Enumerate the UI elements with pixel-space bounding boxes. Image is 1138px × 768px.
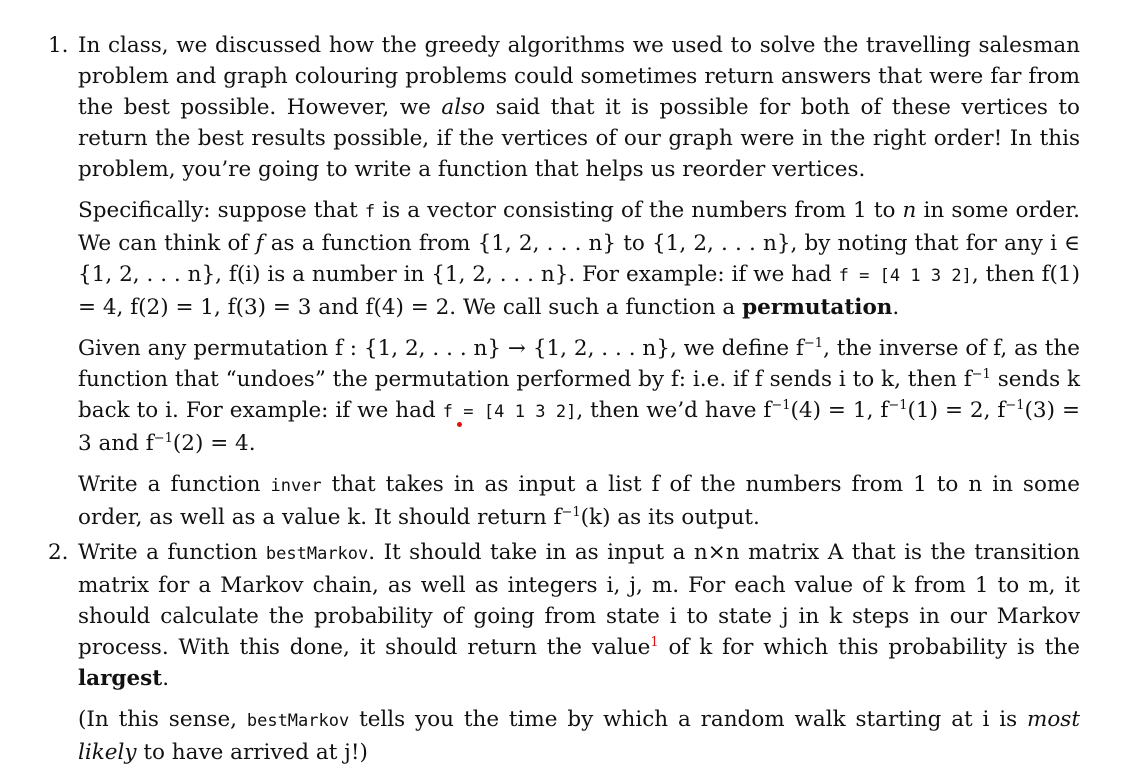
problem-2 xyxy=(48,537,1080,768)
emphasis-most-likely: most likely xyxy=(78,707,1080,765)
code-bestmarkov: bestMarkov xyxy=(265,544,369,564)
bold-permutation: permutation xyxy=(742,295,893,320)
problem-2-body xyxy=(78,537,1080,768)
problem-1 xyxy=(48,30,1080,533)
code-inver: inver xyxy=(270,476,322,496)
footnote-marker[interactable]: 1 xyxy=(650,634,659,650)
problem-2-paragraph-1: Write a function bestMarkov. It should take in as input a n×n matrix A that is the transition matrix for a Markov chain, as well as integers i, j, m. For each value of k from 1 to m, it should calculate the probability of going from state i to state j in k steps in our Markov process. With this done, it should return the value$^1$ of k for which this probability is the largest. xyxy=(78,540,1080,691)
problem-2-number: 2. xyxy=(48,540,69,565)
code-example: f = [4 1 3 2] xyxy=(838,266,972,286)
problem-1-paragraph-1: In class, we discussed how the greedy algorithms we used to solve the travelling salesman problem and graph colouring problems could sometimes return answers that were far from the best possible. However, we also said that it is possible for both of these vertices to return the best results possible, if the vertices of our graph were in the right order! In this problem, you’re going to write a function that helps us reorder vertices. xyxy=(78,33,1080,182)
red-dot-mark xyxy=(457,422,462,427)
problem-1-body xyxy=(78,30,1080,533)
problem-1-number: 1. xyxy=(48,33,69,58)
emphasis-also: also xyxy=(441,95,486,120)
problem-2-paragraph-2: (In this sense, bestMarkov tells you the time by which a random walk starting at i is most likely to have arrived at j!) xyxy=(78,707,1080,765)
problem-1-paragraph-2: Specifically: suppose that f is a vector consisting of the numbers from 1 to n in some order. We can think of f as a function from {1, 2, . . . n} to {1, 2, . . . n}, by noting that for any i ∈ {1, 2, . . . n}, f(i) is a number in {1, 2, . . . n}. For example: if we had f = [4 1 3 2], then f(1) = 4, f(2) = 1, f(3) = 3 and f(4) = 2. We call such a function a permutation. xyxy=(78,198,1081,320)
problem-1-paragraph-4: Write a function inver that takes in as input a list f of the numbers from 1 to n in some order, as well as a value k. It should return $f^{-1}(k)$ as its output. xyxy=(78,472,1080,530)
bold-largest: largest xyxy=(78,666,163,691)
problem-1-paragraph-3: Given any permutation f : {1, 2, . . . n} → {1, 2, . . . n}, we define $f^{-1}$, the inverse of f, as the function that “undoes” the permutation performed by f: i.e. if f sends i to k, then $f^{-1}$ sends k back to i. For example: if we had f = [4 1 3 2], then we’d have $f^{-1}(4) = 1$, $f^{-1}(1) = 2$, $f^{-1}(3) = 3$ and $f^{-1}(2) = 4$. xyxy=(78,335,1081,456)
code-f: f xyxy=(364,202,376,222)
